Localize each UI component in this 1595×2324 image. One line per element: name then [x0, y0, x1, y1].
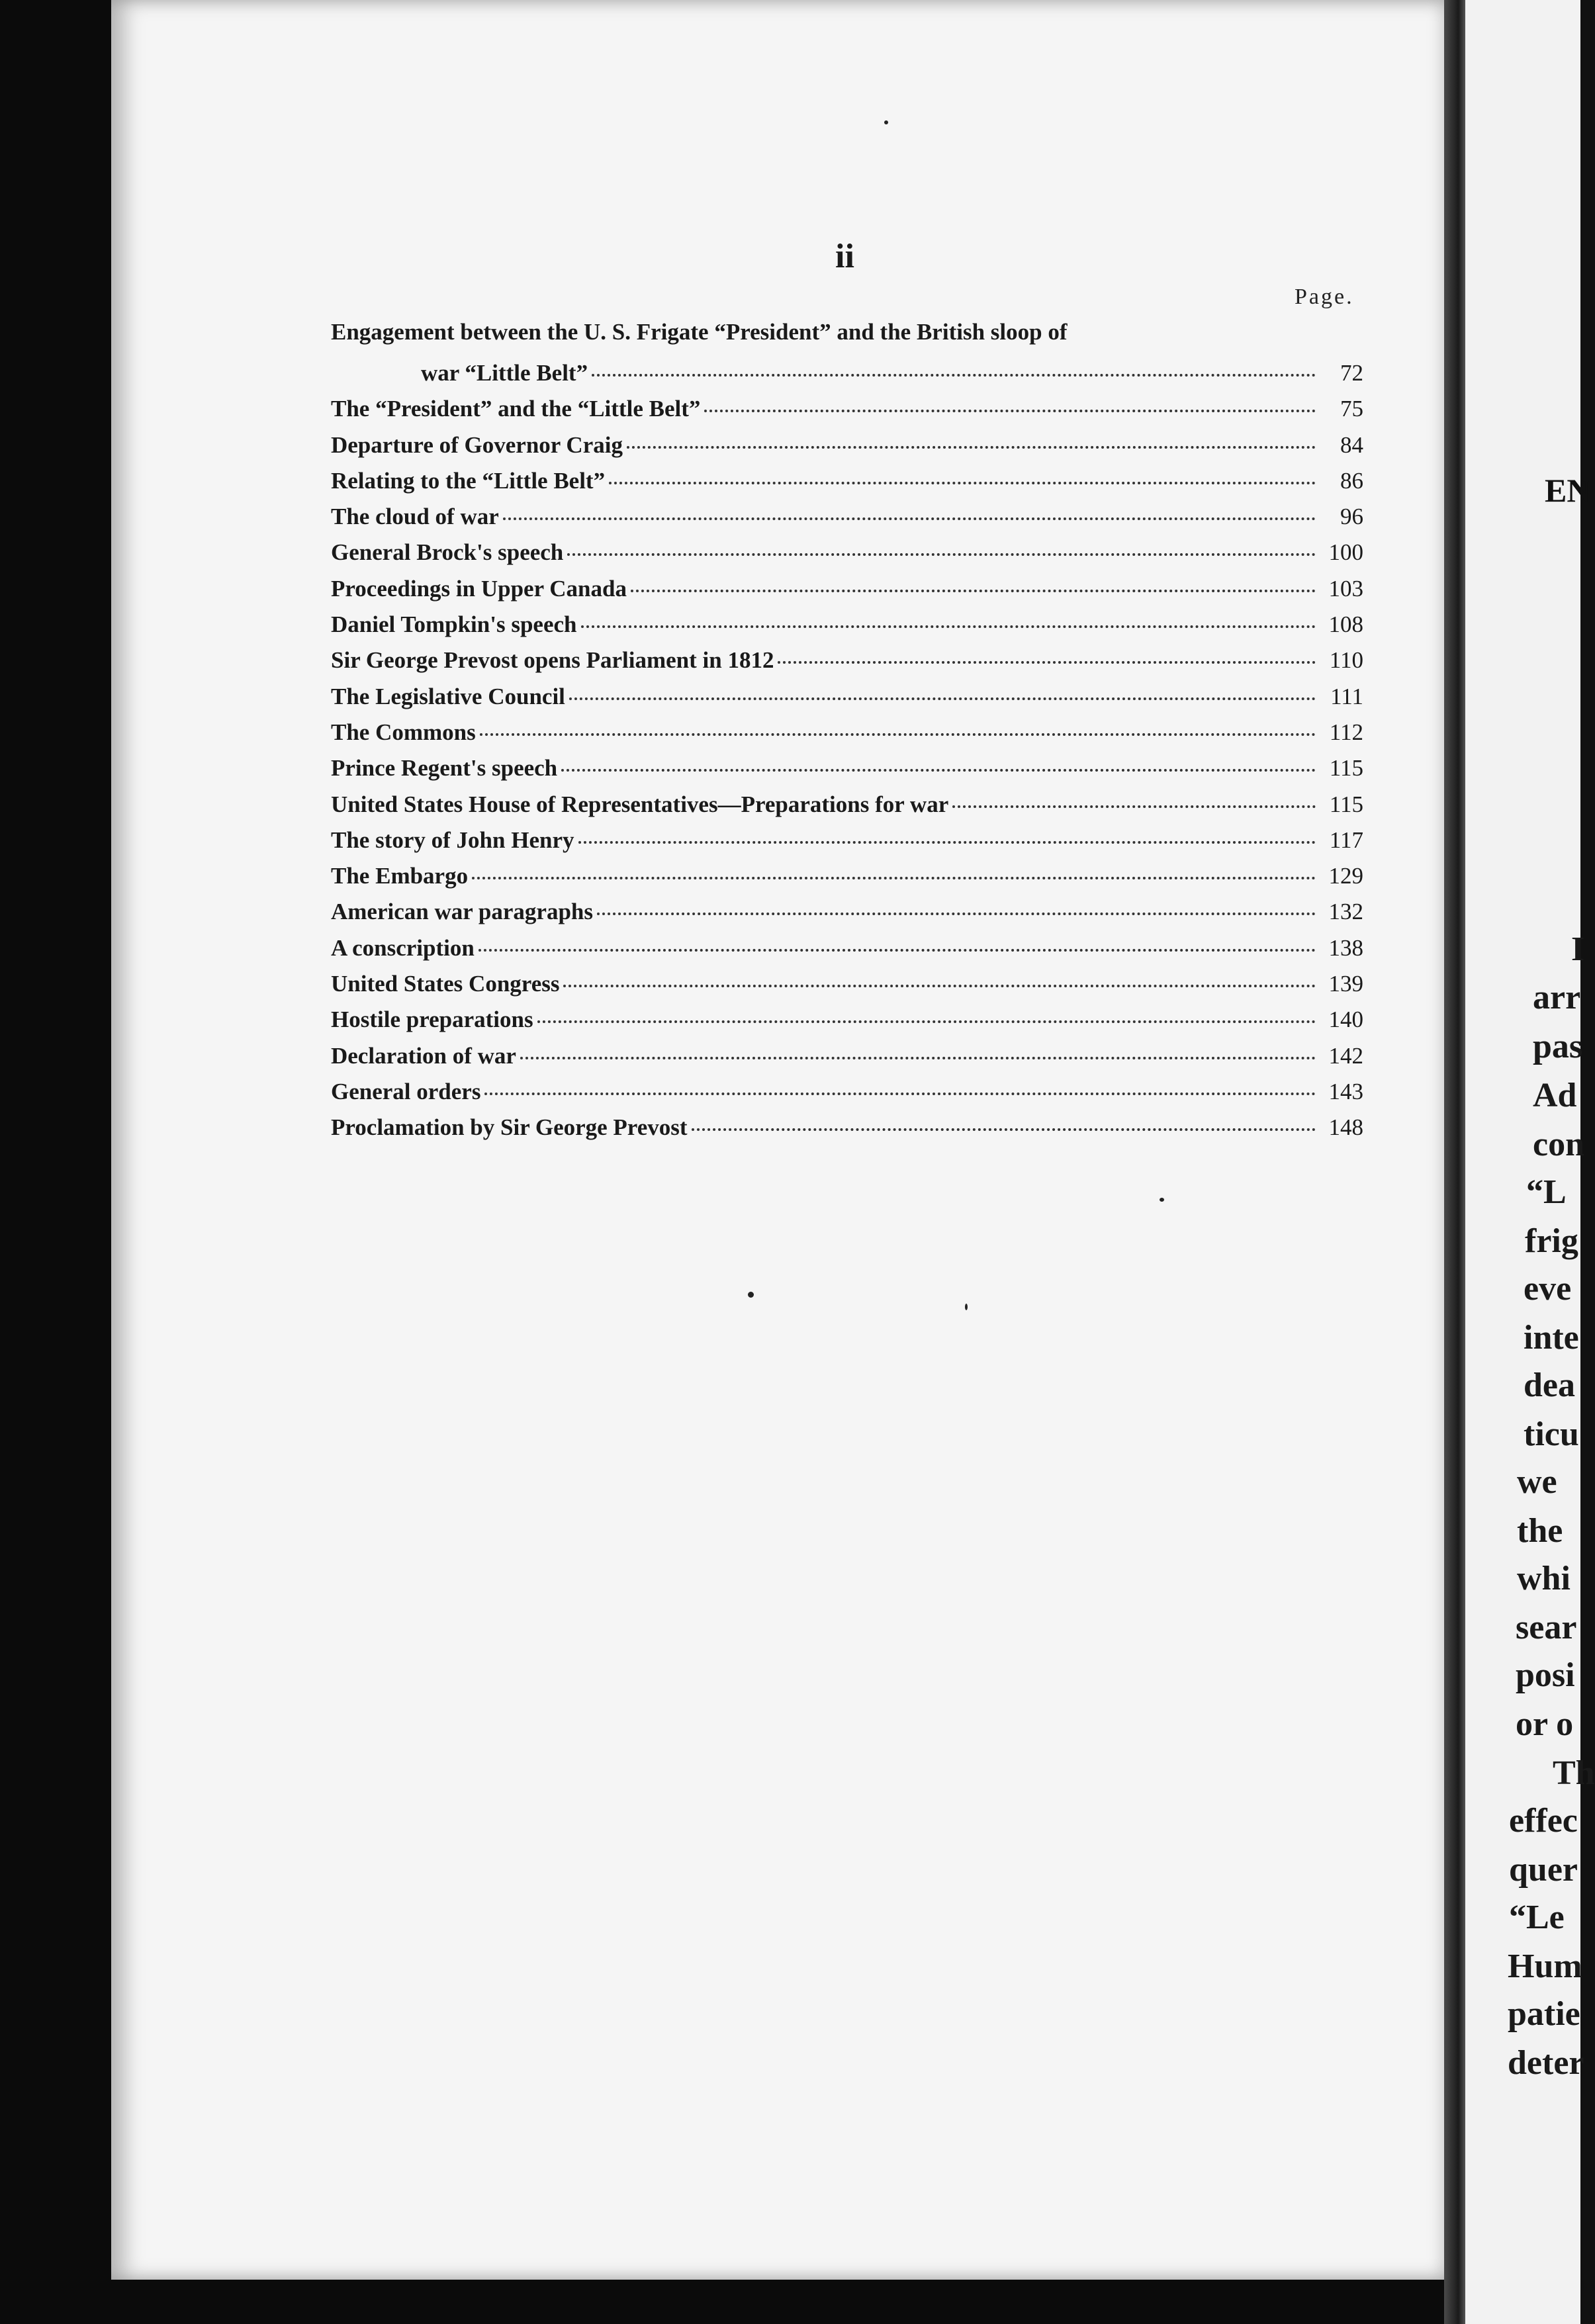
- toc-dot-leader: [484, 1093, 1316, 1095]
- toc-entry-page: 132: [1328, 899, 1363, 925]
- toc-entry-page: 103: [1328, 575, 1363, 602]
- toc-dot-leader: [563, 985, 1316, 987]
- toc-entry-title: Sir George Prevost opens Parliament in 1812: [331, 647, 774, 674]
- toc-entry-title: Relating to the “Little Belt”: [331, 467, 606, 494]
- toc-entry: [331, 935, 1363, 971]
- facing-page-line: Hum: [1508, 1947, 1582, 1985]
- toc-entry-title: Prince Regent's speech: [331, 755, 558, 782]
- facing-page-line: con: [1533, 1126, 1584, 1163]
- facing-page-line: ticu: [1524, 1415, 1579, 1453]
- toc-entry: [331, 971, 1363, 1006]
- toc-entry: [331, 899, 1363, 934]
- facing-page-line: pas: [1533, 1028, 1583, 1065]
- facing-page-line: or o: [1516, 1705, 1574, 1743]
- facing-page-line: the: [1517, 1512, 1563, 1550]
- facing-page-line: posi: [1516, 1656, 1575, 1694]
- facing-page-line: eve: [1524, 1270, 1572, 1308]
- toc-entry-page: 139: [1328, 971, 1363, 997]
- toc-entry-title: American war paragraphs: [331, 899, 593, 925]
- toc-dot-leader: [503, 517, 1316, 520]
- toc-entry-title: The story of John Henry: [331, 827, 574, 853]
- toc-entry: [331, 684, 1363, 719]
- toc-entry-title: Departure of Governor Craig: [331, 431, 623, 458]
- toc-entry: [331, 1043, 1363, 1079]
- toc-entry: [331, 791, 1363, 827]
- toc-entry-title: Proceedings in Upper Canada: [331, 575, 627, 602]
- toc-dot-leader: [597, 913, 1316, 915]
- toc-entry-page: 142: [1328, 1042, 1363, 1069]
- facing-page-line: patie: [1508, 1995, 1580, 2033]
- paper-speck: [884, 120, 888, 124]
- page-column-label: Page.: [1295, 285, 1354, 309]
- facing-page-line: inte: [1524, 1319, 1579, 1357]
- toc-entry-title: A conscription: [331, 934, 475, 961]
- toc-entry-page: 117: [1329, 827, 1363, 853]
- toc-entry: [331, 755, 1363, 791]
- toc-entry-title: General Brock's speech: [331, 539, 564, 566]
- toc-dot-leader: [480, 733, 1316, 736]
- toc-entry: [331, 360, 1363, 396]
- toc-entry-title: The Embargo: [331, 863, 469, 889]
- toc-dot-leader: [778, 661, 1316, 664]
- toc-entry-page: 108: [1328, 611, 1363, 638]
- toc-entry: [331, 863, 1363, 899]
- paper-speck: [748, 1292, 754, 1298]
- toc-entry-page: 143: [1328, 1078, 1363, 1104]
- toc-entry-page: 129: [1328, 863, 1363, 889]
- toc-entry-page: 110: [1329, 647, 1363, 674]
- toc-dot-leader: [692, 1128, 1316, 1131]
- toc-entry-page: 96: [1340, 504, 1363, 530]
- toc-entry-title: The cloud of war: [331, 504, 499, 530]
- toc-entry-page: 86: [1340, 467, 1363, 494]
- toc-dot-leader: [537, 1020, 1316, 1023]
- toc-entry-page: 84: [1340, 431, 1363, 458]
- toc-dot-leader: [631, 590, 1316, 592]
- toc-entry: [331, 539, 1363, 575]
- toc-entry-page: 115: [1329, 791, 1363, 817]
- toc-entry-title: Hostile preparations: [331, 1006, 533, 1033]
- facing-page-line: Th: [1553, 1754, 1595, 1792]
- toc-entry-title: Declaration of war: [331, 1042, 516, 1069]
- toc-entry-title: Engagement between the U. S. Frigate “President” and the British sloop of: [331, 319, 1068, 345]
- toc-entry-title: United States Congress: [331, 971, 560, 997]
- toc-entry-page: 140: [1328, 1006, 1363, 1033]
- toc-dot-leader: [567, 553, 1316, 556]
- toc-entry: [331, 827, 1363, 863]
- toc-entry-page: 115: [1329, 755, 1363, 782]
- facing-page-line: effec: [1509, 1802, 1578, 1840]
- toc-entry: [331, 719, 1363, 755]
- toc-dot-leader: [704, 410, 1316, 412]
- toc-entry-page: 148: [1328, 1114, 1363, 1141]
- toc-entry-title: United States House of Representatives—Preparations for war: [331, 791, 949, 817]
- toc-entry-page: 75: [1340, 396, 1363, 422]
- toc-dot-leader: [592, 374, 1316, 377]
- toc-entry: [331, 576, 1363, 611]
- paper-speck: [1160, 1198, 1164, 1202]
- toc-dot-leader: [627, 446, 1316, 449]
- toc-entry: [331, 1006, 1363, 1042]
- toc-entry-title: Proclamation by Sir George Prevost: [331, 1114, 688, 1141]
- facing-page-line: “L: [1526, 1173, 1567, 1211]
- toc-entry: [331, 647, 1363, 683]
- toc-entry: [331, 319, 1363, 360]
- toc-dot-leader: [609, 482, 1316, 484]
- toc-dot-leader: [578, 841, 1316, 844]
- toc-entry: [331, 1079, 1363, 1114]
- facing-page-line: arr: [1533, 979, 1581, 1016]
- toc-entry-title: Daniel Tompkin's speech: [331, 611, 577, 638]
- facing-page-line: we: [1517, 1463, 1557, 1501]
- facing-page-line: I: [1571, 930, 1585, 968]
- toc-dot-leader: [472, 877, 1316, 879]
- toc-entry: [331, 1114, 1363, 1150]
- facing-page-line: whi: [1517, 1560, 1571, 1597]
- table-of-contents: [331, 319, 1363, 1151]
- toc-dot-leader: [561, 769, 1316, 772]
- toc-entry-title: The Commons: [331, 719, 476, 745]
- toc-entry-title: war “Little Belt”: [421, 360, 588, 386]
- paper-speck: [965, 1304, 968, 1310]
- toc-dot-leader: [569, 697, 1316, 700]
- toc-entry-page: 72: [1340, 360, 1363, 386]
- facing-page-line: Ad: [1533, 1077, 1577, 1114]
- toc-entry-title: The “President” and the “Little Belt”: [331, 396, 701, 422]
- toc-entry: [331, 611, 1363, 647]
- toc-dot-leader: [952, 805, 1316, 808]
- facing-page-line: dea: [1524, 1366, 1575, 1404]
- toc-entry-page: 112: [1329, 719, 1363, 745]
- facing-page-line: “Le: [1509, 1899, 1565, 1936]
- toc-entry-title: The Legislative Council: [331, 683, 565, 709]
- toc-entry: [331, 468, 1363, 504]
- toc-entry: [331, 432, 1363, 468]
- book-gutter: [1444, 0, 1468, 2324]
- toc-entry-page: 111: [1330, 683, 1363, 709]
- facing-page-line: sear: [1516, 1609, 1577, 1646]
- toc-entry: [331, 504, 1363, 539]
- toc-dot-leader: [520, 1057, 1316, 1059]
- facing-page-heading: EN: [1545, 472, 1591, 509]
- facing-page-line: frig: [1525, 1222, 1578, 1260]
- toc-dot-leader: [478, 949, 1316, 952]
- toc-dot-leader: [581, 625, 1316, 628]
- facing-page-line: deter: [1508, 2044, 1584, 2082]
- page-number: ii: [835, 238, 854, 275]
- toc-entry: [331, 396, 1363, 431]
- toc-entry-title: General orders: [331, 1078, 481, 1104]
- facing-page-line: quer: [1509, 1851, 1578, 1889]
- toc-entry-page: 100: [1328, 539, 1363, 566]
- toc-entry-page: 138: [1328, 934, 1363, 961]
